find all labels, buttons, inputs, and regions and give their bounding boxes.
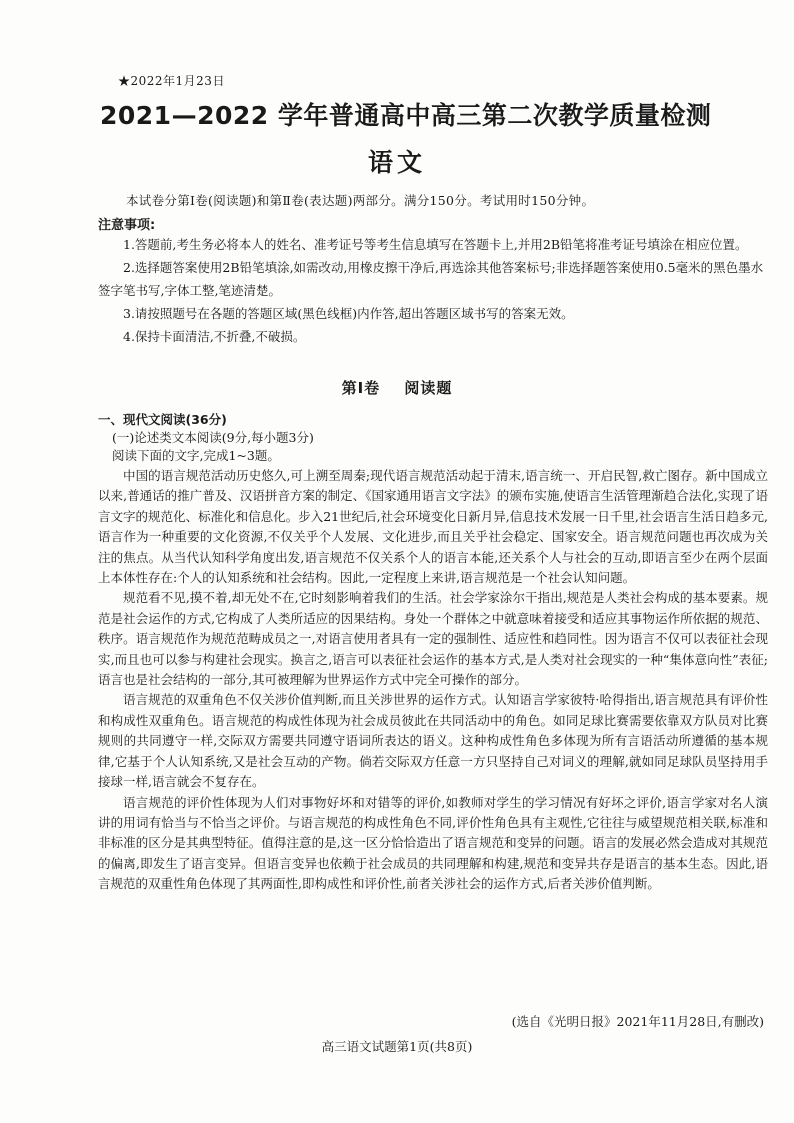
- article-paragraph: 规范看不见,摸不着,却无处不在,它时刻影响着我们的生活。社会学家涂尔干指出,规范是人类社会构成的基本要素。规范是社会运作的方式,它构成了人类所适应的因果结构。身处一个群体之中就意味着接受和适应其事物运作所依据的规范、秩序。语言规范作为规范范畴成员之一,对语言使用者具有一定的强制性、适应性和趋同性。因为语言不仅可以表征社会现实,而且也可以参与构建社会现实。换言之,语言可以表征社会运作的基本方式,是人类对社会现实的一种“集体意向性”表征;语言也是社会结构的一部分,其可被理解为世界运作方式中完全可操作的部分。: [98, 590, 768, 688]
- reading-instruction: 阅读下面的文字,完成1~3题。: [112, 448, 280, 463]
- notice-item: 2.选择题答案使用2B铅笔填涂,如需改动,用橡皮擦干净后,再选涂其他答案标号;非选择题答案使用0.5毫米的黑色墨水签字笔书写,字体工整,笔迹清楚。: [98, 260, 764, 298]
- notice-item: 4.保持卡面清洁,不折叠,不破损。: [123, 329, 306, 344]
- sub-heading: (一)论述类文本阅读(9分,每小题3分): [112, 430, 314, 445]
- section-heading: 第Ⅰ卷 阅读题: [341, 379, 453, 397]
- notice-list: [98, 233, 768, 348]
- subject-title: 语文: [367, 148, 426, 177]
- reading-article: [98, 466, 768, 895]
- notice-item: 1.答题前,考生务必将本人的姓名、准考证号等考生信息填写在答题卡上,并用2B铅笔将准考证号填涂在相应位置。: [123, 237, 748, 252]
- article-paragraph: 中国的语言规范活动历史悠久,可上溯至周秦;现代语言规范活动起于清末,语言统一、开启民智,救亡图存。新中国成立以来,普通话的推广普及、汉语拼音方案的制定、《国家通用语言文字法》的颁布实施,使语言生活管理渐趋合法化,实现了语言文字的规范化、标准化和信息化。步入21世纪后,社会环境变化日新月异,信息技术发展一日千里,社会语言生活日趋多元,语言作为一种重要的文化资源,不仅关乎个人发展、文化进步,而且关乎社会稳定、国家安全。语言规范问题也再次成为关注的焦点。从当代认知科学角度出发,语言规范不仅关系个人的语言本能,还关系个人与社会的互动,即语言至少在两个层面上本体性存在:个人的认知系统和社会结构。因此,一定程度上来讲,语言规范是一个社会认知问题。: [98, 468, 768, 586]
- exam-intro: 本试卷分第Ⅰ卷(阅读题)和第Ⅱ卷(表达题)两部分。满分150分。考试用时150分钟。: [126, 193, 595, 208]
- notice-item: 3.请按照题号在各题的答题区域(黑色线框)内作答,超出答题区域书写的答案无效。: [123, 306, 574, 321]
- article-source: (选自《光明日报》2021年11月28日,有删改): [511, 1014, 764, 1029]
- article-paragraph: 语言规范的双重角色不仅关涉价值判断,而且关涉世界的运作方式。认知语言学家彼特·哈得指出,语言规范具有评价性和构成性双重角色。语言规范的构成性体现为社会成员彼此在共同活动中的角色。如同足球比赛需要依靠双方队员对比赛规则的共同遵守一样,交际双方需要共同遵守语词所表达的语义。这种构成性角色多体现为所有言语活动所遵循的基本规律,它基于个人认知系统,又是社会互动的产物。倘若交际双方任意一方只坚持自己对词义的理解,就如同足球队员坚持用手接球一样,语言就会不复存在。: [98, 692, 768, 790]
- exam-date: ★2022年1月23日: [118, 74, 225, 88]
- page-footer: 高三语文试题第1页(共8页): [321, 1039, 473, 1054]
- notice-heading: 注意事项:: [98, 218, 156, 233]
- part-heading: 一、现代文阅读(36分): [98, 412, 227, 427]
- exam-title: 2021—2022 学年普通高中高三第二次教学质量检测: [100, 101, 712, 130]
- article-paragraph: 语言规范的评价性体现为人们对事物好坏和对错等的评价,如教师对学生的学习情况有好坏之评价,语言学家对名人演讲的用词有恰当与不恰当之评价。与语言规范的构成性角色不同,评价性角色具有主观性,它往往与威望规范相关联,标准和非标准的区分是其典型特征。值得注意的是,这一区分恰恰造出了语言规范和变异的问题。语言的发展必然会造成对其规范的偏离,即发生了语言变异。但语言变异也依赖于社会成员的共同理解和构建,规范和变异共存是语言的基本生态。因此,语言规范的双重性角色体现了其两面性,即构成性和评价性,前者关涉社会的运作方式,后者关涉价值判断。: [98, 794, 768, 892]
